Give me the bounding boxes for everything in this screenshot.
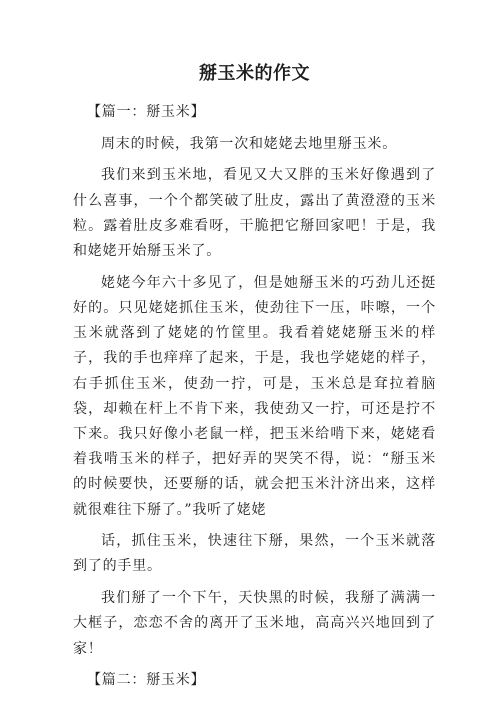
section-heading: 【篇一：掰玉米】 bbox=[87, 104, 206, 120]
paragraph: 姥姥今年六十多见了，但是她掰玉米的巧劲儿还挺好的。只见姥姥抓住玉米，使劲往下一压，咔嚓，一个玉米就落到了姥姥的竹筐里。我看着姥姥掰玉米的样子，我的手也痒痒了起来，于是，我也学姥姥的样子，右手抓住玉米，使劲一拧，可是，玉米总是耷拉着脑袋，却赖在杆上不肯下来，我使劲又一拧，可还是拧不下来。我只好像小老鼠一样，把玉米给啃下来，姥姥看着我啃玉米的样子，把好弄的哭笑不得，说：“掰玉米的时候要快，还要掰的话，就会把玉米汁济出来，这样就很难往下掰了。”我听了姥姥 bbox=[73, 274, 436, 518]
document-title: 掰玉米的作文 bbox=[199, 63, 310, 84]
paragraph: 我们掰了一个下午，天快黑的时候，我掰了满满一大框子，恋恋不舍的离开了玉米地，高高兴兴地回到了家！ bbox=[73, 590, 436, 657]
paragraph: 话，抓住玉米，快速往下掰，果然，一个玉米就落到了的手里。 bbox=[73, 533, 436, 575]
paragraph: 我们来到玉米地，看见又大又胖的玉米好像遇到了什么喜事，一个个都笑破了肚皮，露出了黄澄澄的玉米粒。露着肚皮多难看呀，干脆把它掰回家吧！于是，我和姥姥开始掰玉米了。 bbox=[73, 167, 436, 260]
paragraph: 周末的时候，我第一次和姥姥去地里掰玉米。 bbox=[101, 135, 397, 152]
document-body bbox=[73, 100, 436, 693]
section-heading: 【篇二：掰玉米】 bbox=[87, 672, 206, 689]
